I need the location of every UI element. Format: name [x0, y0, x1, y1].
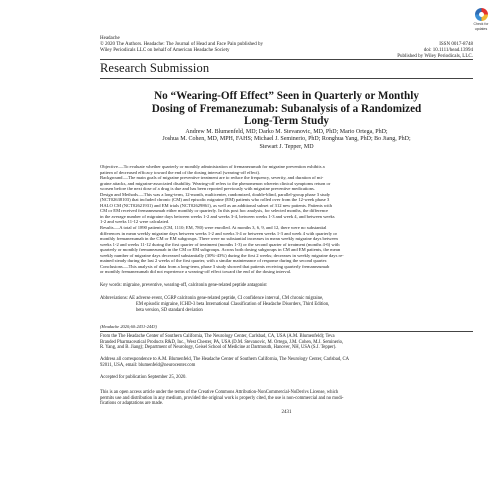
abstract-line: weeks 1-2 and weeks 11-12 during the first quarter of treatment (months 1-3) or the second quarter of treatment (months 4-6) with	[100, 241, 340, 247]
abbreviations	[100, 296, 473, 313]
affiliation-line: From the The Headache Center of Southern California, The Neurology Center, Carlsbad, CA, USA (A.M. Blumenfeld); Teva	[100, 334, 335, 339]
citation-note: (Headache 2020;60:2431-2443)	[100, 324, 157, 329]
article-title	[100, 90, 473, 128]
doi: doi: 10.1111/head.13994	[423, 48, 473, 53]
abstract-line: Objective.—To evaluate whether quarterly or monthly administration of fremanezumab for migraine prevention exhibits a	[100, 164, 325, 169]
abstract-line: mained steady during the last 2 weeks of the first quarter, with a similar maintenance of response during the second quarter.	[100, 258, 328, 264]
abstract-line: Conclusions.—This analysis of data from a long-term, phase 3 study showed that patients receiving quarterly fremanezumab	[100, 263, 330, 269]
abstract-line: or monthly fremanezumab did not experience a wearing-off effect toward the end of the dosing interval.	[100, 269, 292, 275]
abstract-line: monthly fremanezumab in the CM or EM subgroups. There were no substantial increases in mean weekly migraine days between	[100, 236, 338, 242]
check-for-updates-badge[interactable]	[469, 8, 493, 33]
title-line: No “Wearing-Off Effect” Seen in Quarterly or Monthly	[154, 90, 419, 102]
abstract-line: Design and Methods.—This was a long-term, 12-month, multicenter, randomized, double-blind, parallel-group phase 3 study	[100, 191, 331, 197]
journal-name: Headache	[100, 36, 120, 41]
abstract-line: CM or EM received fremanezumab either monthly or quarterly. In this post hoc analysis, for selected months, the difference	[100, 208, 329, 214]
keywords: Key words: migraine, preventive, wearing-off, calcitonin gene-related peptide antagonist	[100, 283, 267, 288]
affiliation-line: R. Yang, and B. Jiang); Department of Neurology, Geisel School of Medicine at Dartmouth, Hanover, NH, USA (S.J. Tepper).	[100, 345, 337, 351]
correspondence-line: Address all correspondence to A.M. Blumenfeld, The Headache Center of Southern California, The Neurology Center, Carlsbad, CA	[100, 357, 350, 362]
section-rule-bottom	[100, 78, 473, 79]
title-line: Dosing of Fremanezumab: Subanalysis of a Randomized	[151, 102, 422, 115]
journal-header-left	[100, 36, 300, 54]
correspondence	[100, 357, 473, 368]
abstract	[100, 164, 473, 275]
accepted-date: Accepted for publication September 25, 2020.	[100, 375, 187, 380]
license-line: fications or adaptations are made.	[100, 401, 164, 407]
badge-text-1: Check for	[473, 22, 489, 26]
abstract-line: HALO CM (NCT02621931) and EM trials (NCT02629861), as well as an additional subset of 312 new patients. Patients with	[100, 202, 332, 208]
title-line: Long-Term Study	[243, 115, 330, 127]
footnote-rule	[100, 331, 473, 332]
author-line: Andrew M. Blumenfeld, MD; Darko M. Stevanovic, MD, PhD; Mario Ortega, PhD;	[185, 129, 388, 135]
issn: ISSN 0017-8748	[439, 42, 473, 47]
author-line: Stewart J. Tepper, MD	[259, 143, 314, 150]
abstract-line: (NCT02638103) that included chronic (CM) and episodic migraine (EM) patients who rolled over from the 12-week phase 3	[100, 197, 330, 203]
license-line: This is an open access article under the terms of the Creative Commons Attribution-NonCommercial-NoDerivs License, which	[100, 390, 339, 395]
section-rule-top	[100, 59, 473, 60]
abstract-line: differences in mean weekly migraine days between weeks 1-2 and weeks 3-4 or between weeks 1-3 and week 4 with quarterly or	[100, 230, 338, 236]
affiliation-line: Branded Pharmaceutical Products R&D, Inc., West Chester, PA, USA (D.M. Stevanovic, M. Ortega, J.M. Cohen, M.J. Seminerio,	[100, 339, 344, 345]
abbreviation-line: Abbreviations: AE adverse event, CGRP calcitonin gene-related peptide, CI confidence interval, CM chronic migraine,	[100, 296, 324, 301]
crossmark-icon	[475, 8, 488, 21]
affiliations	[100, 334, 473, 351]
abstract-line: pattern of decreased efficacy toward the end of the dosing interval (wearing-off effect).	[100, 169, 261, 175]
correspondence-line: 92011, USA, email: blumenfeld@neurocenter.com	[100, 362, 196, 368]
page-number: 2431	[281, 410, 292, 415]
abstract-line: in the average number of migraine days between weeks 1-2 and weeks 3-4, between weeks 1-3 and week 4, and between weeks	[100, 213, 335, 219]
abstract-line: 1-2 and weeks 11-12 were calculated.	[100, 219, 170, 225]
abbreviation-line: beta version, SD standard deviation	[136, 307, 203, 313]
journal-header-right	[330, 42, 473, 60]
abstract-line: graine attacks, and migraine-associated disability. Wearing-off refers to the phenomenon wherein clinical symptoms return or	[100, 180, 331, 186]
license-text	[100, 390, 473, 407]
abbreviation-line: EM episodic migraine, ICHD-3 beta International Classification of Headache Disorders, Third Edition,	[136, 301, 330, 307]
abstract-line: weekly number of migraine days decreased substantially (30%-43%) during the first 2 weeks; decreases in weekly migraine days re-	[100, 252, 344, 258]
publisher-line: Wiley Periodicals LLC on behalf of American Headache Society	[100, 48, 230, 53]
badge-text-2: updates	[474, 27, 488, 31]
abstract-line: Results.—A total of 1890 patients (CM, 1110; EM, 780) were enrolled. At months 3, 6, 9, and 12, there were no substantial	[100, 225, 327, 231]
section-label: Research Submission	[100, 61, 210, 75]
license-line: permits use and distribution in any medium, provided the original work is properly cited, the use is non-commercial and no modi-	[100, 395, 344, 401]
copyright-line: © 2020 The Authors. Headache: The Journal of Head and Face Pain published by	[100, 42, 264, 47]
abstract-line: Background.—The main goals of migraine preventive treatment are to reduce the frequency, severity, and duration of mi-	[100, 175, 324, 181]
author-line: Joshua M. Cohen, MD, MPH, FAHS; Michael J. Seminerio, PhD; Ronghua Yang, PhD; Bo Jiang, PhD;	[162, 136, 411, 143]
abstract-line: worsen before the next dose of a drug is due and has been reported previously with migraine preventive medications.	[100, 186, 315, 192]
author-list	[100, 129, 473, 151]
abstract-line: quarterly or monthly fremanezumab in the CM or EM subgroups. Across both dosing subgroups in CM and EM patients, the mean	[100, 247, 341, 253]
published-by: Published by Wiley Periodicals, LLC.	[397, 54, 473, 59]
